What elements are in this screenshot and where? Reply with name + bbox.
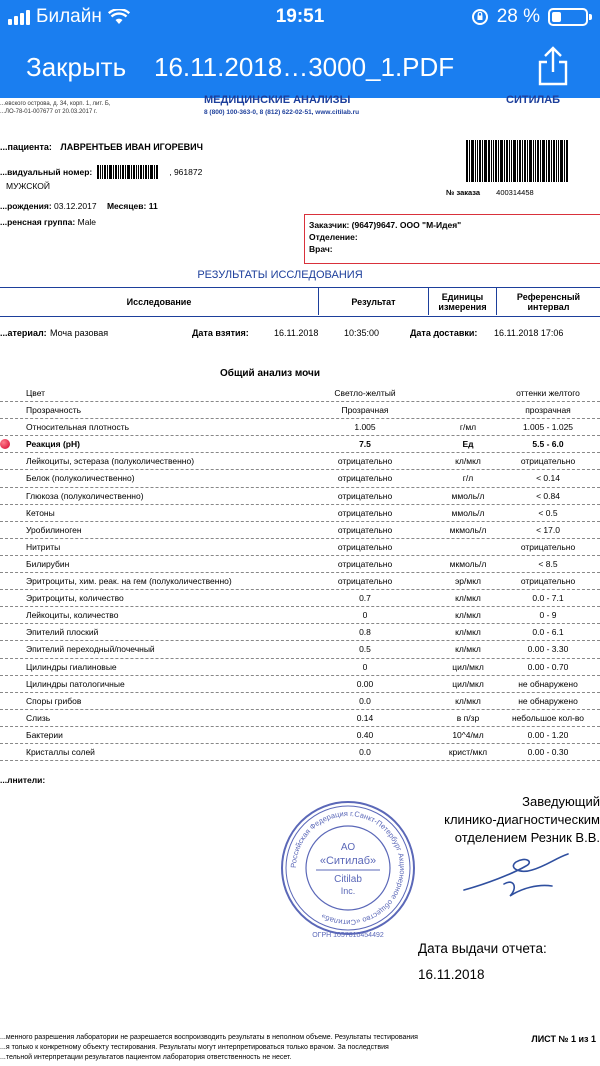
row-reference: 0.0 - 6.1	[532, 627, 564, 638]
row-unit: эр/мкл	[454, 576, 482, 587]
row-result: 0.5	[359, 644, 371, 655]
taken-time: 10:35:00	[344, 328, 380, 338]
row-result: отрицательно	[337, 524, 393, 535]
row-name: Лейкоциты, эстераза (полуколичественно)	[26, 456, 195, 467]
table-row	[0, 641, 600, 658]
navigation-bar	[0, 44, 600, 90]
client-department-label: Отделение:	[309, 232, 358, 242]
row-unit: г/мл	[459, 422, 477, 433]
table-row	[0, 556, 600, 573]
row-unit: в п/зр	[456, 712, 480, 723]
patient-id-label: ...видуальный номер:	[0, 167, 93, 177]
row-name: Белок (полуколичественно)	[26, 473, 135, 484]
table-row	[0, 676, 600, 693]
table-row	[0, 470, 600, 487]
delivery-label: Дата доставки:	[410, 328, 478, 338]
share-icon[interactable]	[536, 46, 570, 86]
row-reference: 0.00 - 0.70	[527, 661, 569, 672]
row-reference: < 0.14	[536, 473, 560, 484]
row-result: 0.00	[356, 678, 374, 689]
row-result: Прозрачная	[341, 405, 389, 416]
svg-text:Российская Федерация г.Санкт-П	[289, 809, 407, 927]
row-reference: отрицательно	[520, 541, 576, 552]
header-result: Результат	[318, 288, 428, 315]
row-reference: 0.00 - 0.30	[527, 746, 569, 757]
ref-group-label: ...ренсная группа:	[0, 217, 76, 227]
patient-dob-label: ...рождения:	[0, 201, 52, 211]
stamp-center-inc: Inc.	[340, 886, 356, 896]
results-rows	[0, 385, 600, 761]
row-unit: ммоль/л	[451, 507, 485, 518]
issue-date: 16.11.2018	[418, 967, 485, 982]
patient-months-label: Месяцев:	[106, 201, 147, 211]
issue-label: Дата выдачи отчета:	[418, 941, 547, 956]
footer-disclaimer	[0, 1033, 505, 1063]
signature	[456, 844, 576, 904]
row-name: Билирубин	[26, 558, 70, 569]
row-reference: отрицательно	[520, 576, 576, 587]
material-value: Моча разовая	[50, 328, 109, 338]
row-unit: 10^4/мл	[452, 729, 484, 740]
table-row	[0, 488, 600, 505]
row-unit: цил/мкл	[452, 661, 484, 672]
row-name: Эритроциты, количество	[26, 593, 124, 604]
patient-name-label: ...пациента:	[0, 142, 52, 152]
row-result: 0.14	[356, 712, 374, 723]
taken-date: 16.11.2018	[274, 328, 319, 338]
clock: 19:51	[275, 6, 325, 27]
row-reference: 0.0 - 7.1	[532, 593, 564, 604]
row-unit: кл/мкл	[455, 627, 481, 638]
row-result: 0.0	[359, 746, 371, 757]
row-name: Цилиндры патологичные	[26, 678, 125, 689]
head-line-1: Заведующий	[522, 794, 600, 809]
row-result: 0.40	[356, 729, 374, 740]
row-name: Цвет	[26, 388, 46, 398]
row-result: отрицательно	[337, 490, 393, 501]
results-title: РЕЗУЛЬТАТЫ ИССЛЕДОВАНИЯ	[197, 269, 363, 281]
row-name: Эритроциты, хим. реак. на гем (полуколичественно)	[26, 576, 232, 587]
row-name: Глюкоза (полуколичественно)	[26, 490, 144, 501]
row-name: Относительная плотность	[26, 422, 130, 433]
row-unit: кл/мкл	[455, 456, 481, 467]
row-reference: 0 - 9	[539, 610, 557, 621]
table-row	[0, 710, 600, 727]
table-row	[0, 607, 600, 624]
order-number: 400314458	[496, 188, 534, 197]
row-result: 7.5	[359, 439, 371, 450]
lab-brand-text: МЕДИЦИНСКИЕ АНАЛИЗЫ	[204, 94, 351, 106]
client-doctor-label: Врач:	[309, 244, 333, 254]
abnormal-flag-icon	[0, 439, 10, 449]
footer-line-3: ...тельной интерпретации результатов пациентом лаборатория ответственность не несет.	[0, 1054, 292, 1061]
document-title: 16.11.2018…3000_1.PDF	[154, 52, 455, 82]
row-unit: цил/мкл	[452, 678, 484, 689]
row-name: Эпителий плоский	[26, 627, 99, 638]
patient-id-suffix: , 961872	[169, 167, 203, 177]
row-reference: < 0.84	[536, 490, 560, 501]
issue-block	[418, 936, 547, 988]
row-unit: Ед	[462, 439, 474, 450]
row-result: Светло-желтый	[334, 388, 396, 398]
app-top-bar	[0, 0, 600, 98]
row-reference: оттенки желтого	[516, 388, 580, 398]
client-box	[304, 214, 600, 264]
row-reference: < 0.5	[538, 507, 558, 518]
patient-months: 11	[148, 201, 158, 211]
footer-line-1: ...менного разрешения лаборатории не разрешается воспроизводить результаты в неполном объеме. Результаты тестирования	[0, 1034, 418, 1041]
client-customer: Заказчик: (9647)9647. ООО "М-Идея"	[309, 220, 462, 230]
row-name: Уробилиноген	[26, 524, 82, 535]
row-unit: кл/мкл	[455, 695, 481, 706]
row-name: Бактерии	[26, 729, 63, 740]
row-result: 0	[362, 610, 368, 621]
patient-dob: 03.12.2017	[54, 201, 97, 211]
status-bar	[0, 0, 600, 34]
stamp-center-name: «Ситилаб»	[319, 855, 377, 867]
table-row	[0, 573, 600, 590]
table-row	[0, 693, 600, 710]
table-row	[0, 385, 600, 402]
table-row	[0, 727, 600, 744]
row-reference: 0.00 - 1.20	[527, 729, 569, 740]
table-row	[0, 402, 600, 419]
battery-level	[552, 12, 561, 22]
row-unit: крист/мкл	[448, 746, 488, 757]
material-line	[0, 328, 600, 342]
table-row	[0, 590, 600, 607]
close-button[interactable]: Закрыть	[26, 52, 127, 82]
row-name: Кетоны	[26, 507, 55, 518]
head-line-3: отделением Резник В.В.	[454, 830, 600, 845]
row-result: 0	[362, 661, 368, 672]
ref-group: Male	[77, 217, 97, 227]
material-label: ...атериал:	[0, 328, 47, 338]
row-unit: кл/мкл	[455, 644, 481, 655]
row-name: Реакция (pH)	[26, 439, 80, 450]
row-name: Лейкоциты, количество	[26, 610, 119, 621]
table-row	[0, 522, 600, 539]
rotation-lock-icon	[471, 8, 489, 26]
row-reference: < 8.5	[538, 558, 558, 569]
row-reference: небольшое кол-во	[511, 712, 585, 723]
head-signature-block	[400, 793, 600, 847]
table-row	[0, 539, 600, 556]
header-study: Исследование	[126, 296, 192, 307]
row-reference: 0.00 - 3.30	[527, 644, 569, 655]
pdf-document[interactable]	[0, 94, 600, 1066]
table-row	[0, 453, 600, 470]
row-reference: < 17.0	[536, 524, 560, 535]
lab-address-line-1: ...евского острова, д. 34, корп. 1, лит. Б,	[0, 101, 111, 107]
row-result: отрицательно	[337, 558, 393, 569]
patient-id-barcode	[97, 165, 161, 179]
table-row	[0, 659, 600, 676]
lab-address-line-2: ...ЛО-78-01-007677 от 20.03.2017 г.	[0, 109, 98, 115]
lab-stamp	[278, 798, 418, 938]
battery-percent: 28 %	[496, 6, 540, 27]
table-row	[0, 744, 600, 761]
table-row	[0, 436, 600, 453]
order-label: № заказа	[446, 188, 481, 197]
row-result: отрицательно	[337, 473, 393, 484]
row-name: Слизь	[26, 712, 51, 723]
row-result: 1.005	[354, 422, 376, 433]
head-line-2: клинико-диагностическим	[444, 812, 600, 827]
row-name: Прозрачность	[26, 405, 82, 416]
row-unit: кл/мкл	[455, 610, 481, 621]
header-units: Единицы измерения	[428, 288, 496, 315]
lab-phones: 8 (800) 100-363-0, 8 (812) 622-02-51, www.citilab.ru	[204, 109, 360, 116]
row-name: Нитриты	[26, 541, 61, 552]
table-row	[0, 505, 600, 522]
row-result: 0.0	[359, 695, 371, 706]
lab-logo: СИТИЛАБ	[506, 94, 561, 106]
delivery-value: 16.11.2018 17:06	[494, 328, 564, 338]
performers-label: ...лнители:	[0, 775, 46, 785]
row-reference: не обнаружено	[518, 695, 578, 706]
row-name: Эпителий переходный/почечный	[26, 644, 155, 655]
row-result: отрицательно	[337, 507, 393, 518]
order-barcode	[466, 140, 578, 182]
row-reference: прозрачная	[525, 405, 571, 416]
stamp-ring-text: Российская Федерация г.Санкт-Петербург Акционерное общество «Ситилаб»	[288, 808, 408, 928]
row-reference: отрицательно	[520, 456, 576, 467]
carrier-name: Билайн	[36, 6, 102, 27]
row-result: отрицательно	[337, 456, 393, 467]
patient-gender: МУЖСКОЙ	[6, 181, 50, 191]
table-row	[0, 419, 600, 436]
footer-line-2: ...я только к конкретному объекту тестирования. Результаты могут интерпретироваться только врачом. За последствия	[0, 1044, 389, 1051]
row-result: отрицательно	[337, 576, 393, 587]
row-result: 0.7	[359, 593, 371, 604]
row-unit: г/л	[462, 473, 474, 484]
results-table-header	[0, 287, 600, 317]
sheet-number: ЛИСТ № 1 из 1	[531, 1034, 596, 1044]
row-reference: 1.005 - 1.025	[522, 422, 574, 433]
row-result: 0.8	[359, 627, 371, 638]
stamp-center-top: АО	[340, 842, 356, 853]
row-name: Цилиндры гиалиновые	[26, 661, 117, 672]
row-result: отрицательно	[337, 541, 393, 552]
battery-icon	[548, 8, 588, 26]
row-reference: 5.5 - 6.0	[532, 439, 564, 450]
row-unit: мкмоль/л	[449, 558, 487, 569]
stamp-center-latin: Citilab	[334, 874, 362, 885]
table-row	[0, 624, 600, 641]
row-unit: мкмоль/л	[449, 524, 487, 535]
header-reference: Референсный интервал	[496, 288, 600, 315]
taken-date-label: Дата взятия:	[192, 328, 249, 338]
patient-name: ЛАВРЕНТЬЕВ ИВАН ИГОРЕВИЧ	[60, 142, 203, 152]
section-title: Общий анализ мочи	[220, 368, 320, 379]
row-reference: не обнаружено	[518, 678, 578, 689]
row-unit: ммоль/л	[451, 490, 485, 501]
stamp-ogrn: ОГРН 1057810454492	[312, 932, 384, 938]
row-name: Споры грибов	[26, 695, 82, 706]
row-name: Кристаллы солей	[26, 746, 95, 757]
row-unit: кл/мкл	[455, 593, 481, 604]
